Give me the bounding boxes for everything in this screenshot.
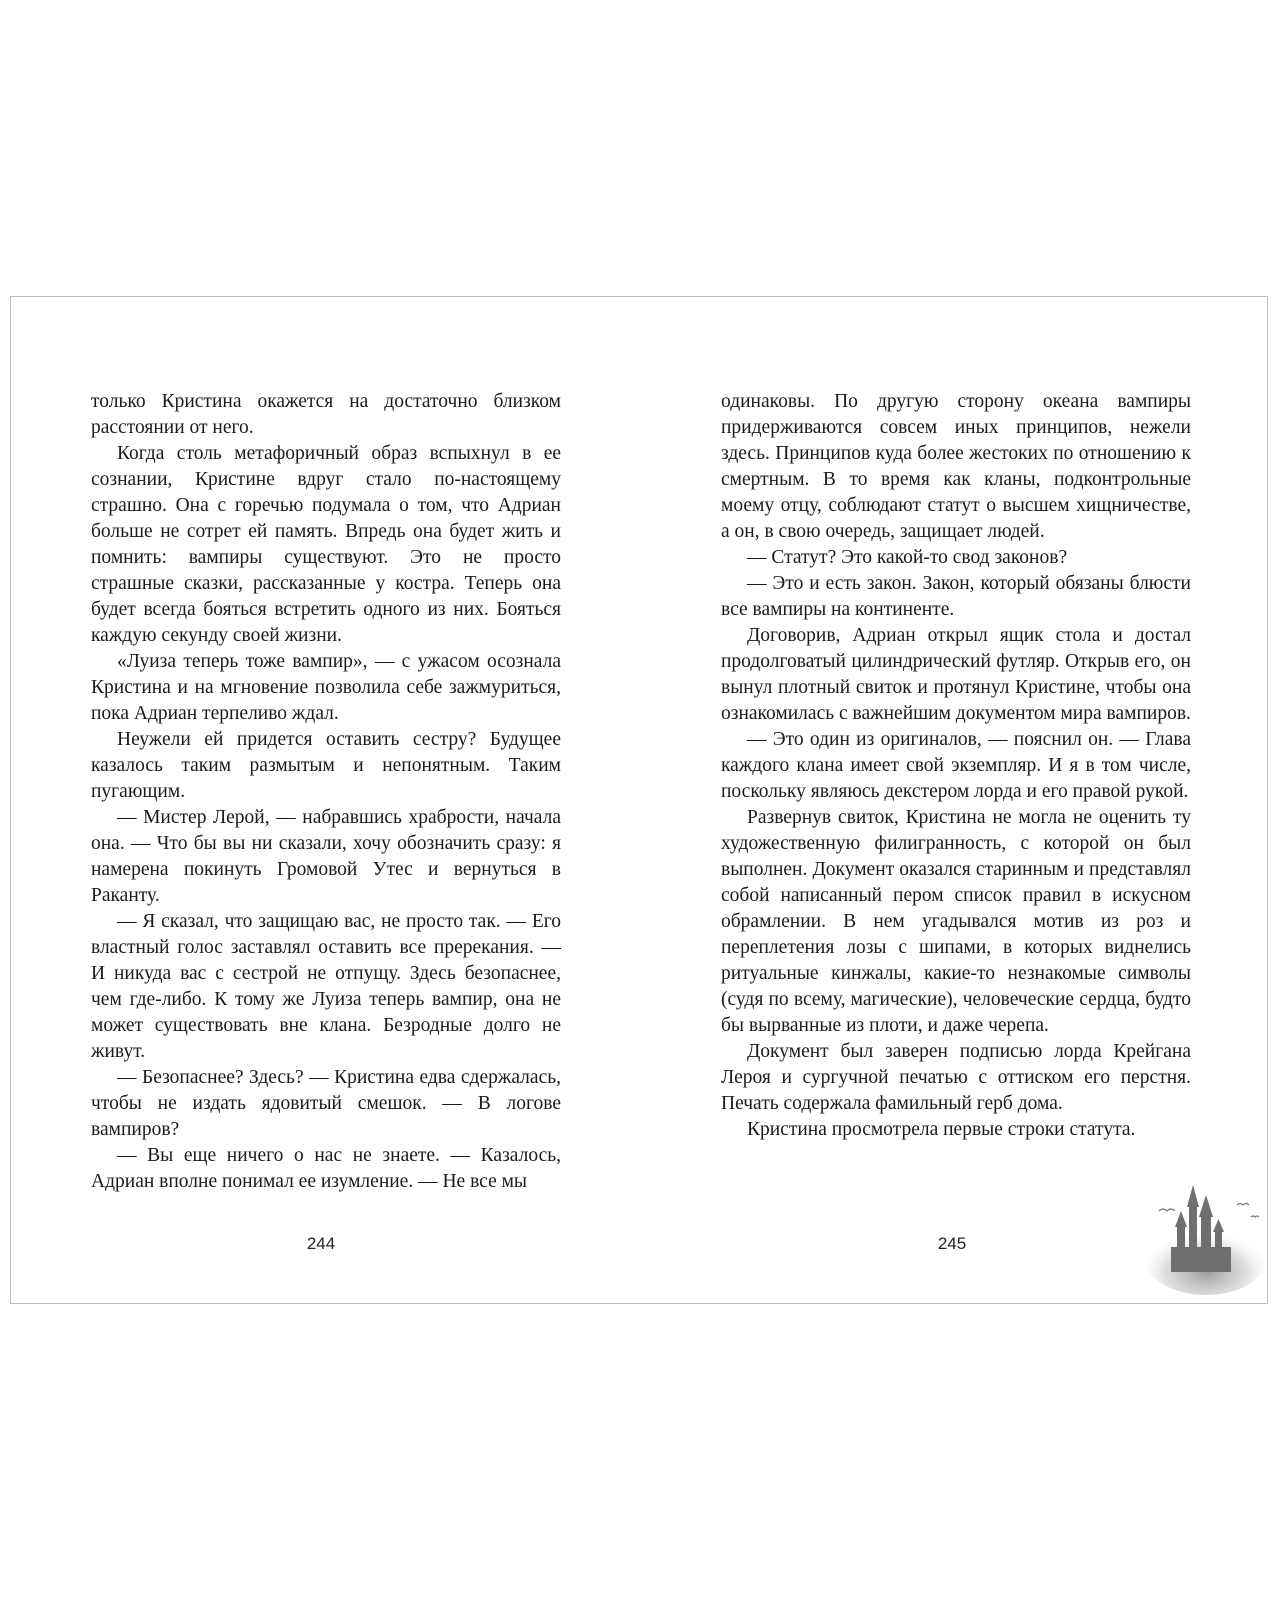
paragraph: «Луиза теперь тоже вампир», — с ужасом осознала Кристина и на мгновение позволила себе зажмуриться, пока Адриан терпеливо ждал. xyxy=(91,651,561,724)
book-spread xyxy=(10,296,1268,1304)
right-page xyxy=(640,297,1269,1303)
castle-illustration xyxy=(1141,1177,1271,1297)
paragraph: одинаковы. По другую сторону океана вампиры придерживаются совсем иных принципов, нежели здесь. Принципов куда более жестоких по отношению к смертным. В то время как кланы, подконтрольные моему отцу, соблюдают статут о высшем хищничестве, а он, в свою очередь, защищает людей. xyxy=(721,391,1191,542)
page-number-right: 245 xyxy=(937,1234,967,1253)
paragraph: Кристина просмотрела первые строки статута. xyxy=(747,1119,1136,1140)
left-page-text xyxy=(91,389,561,1195)
paragraph: Договорив, Адриан открыл ящик стола и достал продолговатый цилиндрический футляр. Открыв его, он вынул плотный свиток и протянул Кристине, чтобы она ознакомилась с важнейшим документом мира вампиров. xyxy=(721,625,1191,724)
page-number-left: 244 xyxy=(306,1234,336,1253)
paragraph: — Вы еще ничего о нас не знаете. — Казалось, Адриан вполне понимал ее изумление. — Не все мы xyxy=(91,1145,561,1192)
paragraph: — Это и есть закон. Закон, который обязаны блюсти все вампиры на континенте. xyxy=(721,573,1191,620)
paragraph: — Я сказал, что защищаю вас, не просто так. — Его властный голос заставлял оставить все пререкания. — И никуда вас с сестрой не отпущу. Здесь безопаснее, чем где-либо. К тому же Луиза теперь вампир, она не может существовать вне клана. Безродные долго не живут. xyxy=(91,911,561,1062)
paragraph: Неужели ей придется оставить сестру? Будущее казалось таким размытым и непонятным. Таким пугающим. xyxy=(91,729,561,802)
paragraph: Когда столь метафоричный образ вспыхнул в ее сознании, Кристине вдруг стало по-настоящему страшно. Она с горечью подумала о том, что Адриан больше не сотрет ей память. Впредь она будет жить и помнить: вампиры существуют. Это не просто страшные сказки, рассказанные у костра. Теперь она будет всегда бояться встретить одного из них. Бояться каждую секунду своей жизни. xyxy=(91,443,561,646)
paragraph: только Кристина окажется на достаточно близком расстоянии от него. xyxy=(91,391,561,438)
paragraph: — Статут? Это какой-то свод законов? xyxy=(747,547,1068,568)
paragraph: Документ был заверен подписью лорда Крейгана Лероя и сургучной печатью с оттиском его перстня. Печать содержала фамильный герб дома. xyxy=(721,1041,1191,1114)
paragraph: Развернув свиток, Кристина не могла не оценить ту художественную филигранность, с которой он был выполнен. Документ оказался старинным и представлял собой написанный пером список правил в искусном обрамлении. В нем угадывался мотив из роз и переплетения лозы с шипами, в которых виднелись ритуальные кинжалы, какие-то незнакомые символы (судя по всему, магические), человеческие сердца, будто бы вырванные из плоти, и даже черепа. xyxy=(721,807,1191,1036)
left-page xyxy=(11,297,640,1303)
right-page-text xyxy=(721,389,1191,1143)
paragraph: — Мистер Лерой, — набравшись храбрости, начала она. — Что бы вы ни сказали, хочу обозначить сразу: я намерена покинуть Громовой Утес и вернуться в Раканту. xyxy=(91,807,561,906)
paragraph: — Это один из оригиналов, — пояснил он. — Глава каждого клана имеет свой экземпляр. И я в том числе, поскольку являюсь декстером лорда и его правой рукой. xyxy=(721,729,1191,802)
paragraph: — Безопаснее? Здесь? — Кристина едва сдержалась, чтобы не издать ядовитый смешок. — В логове вампиров? xyxy=(91,1067,561,1140)
